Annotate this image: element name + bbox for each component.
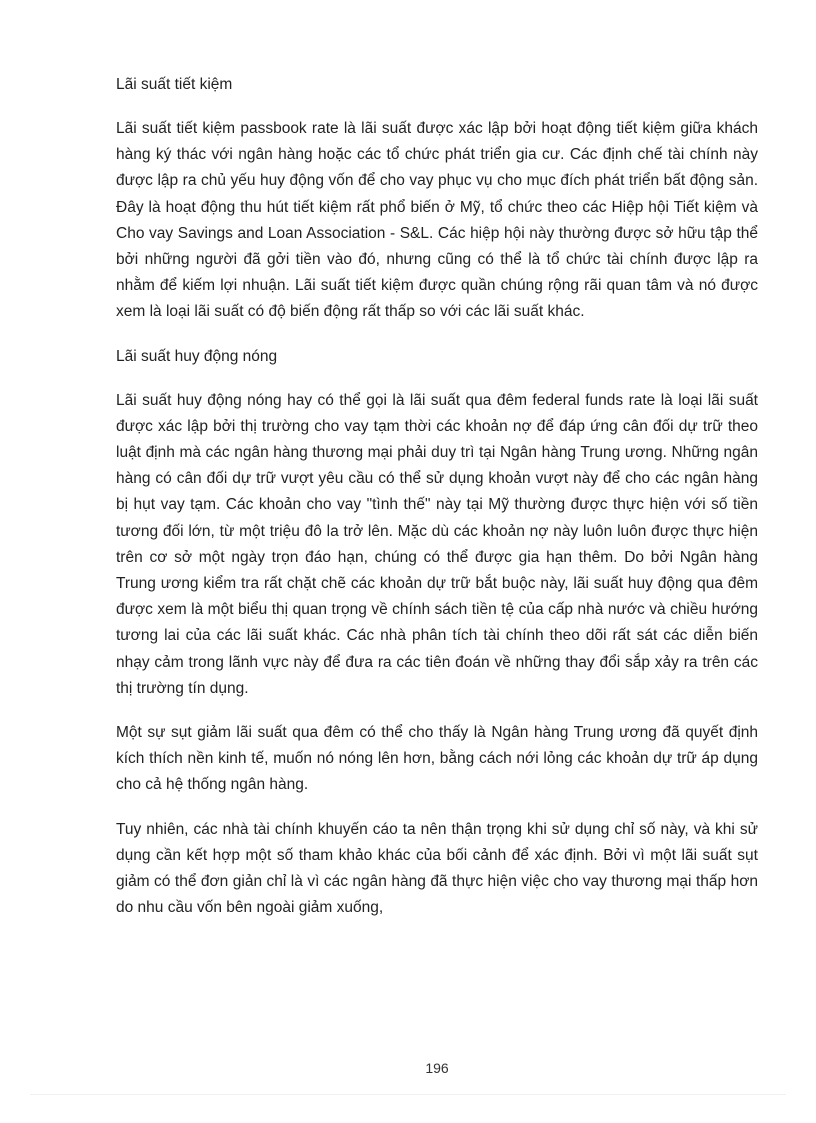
page-number: 196 [425, 1060, 449, 1076]
paragraph-overnight-rate-caution: Tuy nhiên, các nhà tài chính khuyến cáo ta nên thận trọng khi sử dụng chỉ số này, và khi sử dụng cần kết hợp một số tham khảo khác của bối cảnh để xác định. Bởi vì một lãi suất sụt giảm có thể đơn giản chỉ là vì các ngân hàng đã thực hiện việc cho vay thương mại thấp hơn do nhu cầu vốn bên ngoài giảm xuống, [116, 820, 758, 917]
paragraph-overnight-rate-decline: Một sự sụt giảm lãi suất qua đêm có thể cho thấy là Ngân hàng Trung ương đã quyết định kích thích nền kinh tế, muốn nó nóng lên hơn, bằng cách nới lỏng các khoản dự trữ áp dụng cho cả hệ thống ngân hàng. [116, 724, 758, 794]
section-heading-overnight-rate: Lãi suất huy động nóng [116, 347, 278, 365]
footer-divider [30, 1094, 786, 1095]
document-page [116, 72, 758, 921]
paragraph-overnight-rate-definition: Lãi suất huy động nóng hay có thể gọi là lãi suất qua đêm federal funds rate là loại lãi suất được xác lập bởi thị trường cho vay tạm thời các khoản nợ để đáp ứng cân đối dự trữ theo luật định mà các ngân hàng thương mại phải duy trì tại Ngân hàng Trung ương. Những ngân hàng có cân đối dự trữ vượt yêu cầu có thể sử dụng khoản vượt này để cho các ngân hàng bị hụt vay tạm. Các khoản cho vay "tình thế" này tại Mỹ thường được thực hiện với số tiền tương đối lớn, từ một triệu đô la trở lên. Mặc dù các khoản nợ này luôn luôn được thực hiện trên cơ sở một ngày trọn đáo hạn, chúng có thể được gia hạn thêm. Do bởi Ngân hàng Trung ương kiểm tra rất chặt chẽ các khoản dự trữ bắt buộc này, lãi suất huy động qua đêm được xem là một biểu thị quan trọng về chính sách tiền tệ của cấp nhà nước và chiều hướng tương lai của các lãi suất khác. Các nhà phân tích tài chính theo dõi rất sát các diễn biến nhạy cảm trong lãnh vực này để đưa ra các tiên đoán về những thay đổi sắp xảy ra trên các thị trường tín dụng. [116, 391, 758, 697]
section-heading-savings-rate: Lãi suất tiết kiệm [116, 76, 233, 93]
paragraph-savings-rate: Lãi suất tiết kiệm passbook rate là lãi suất được xác lập bởi hoạt động tiết kiệm giữa khách hàng ký thác với ngân hàng hoặc các tổ chức phát triển gia cư. Các định chế tài chính này được lập ra chủ yếu huy động vốn để cho vay phục vụ cho mục đích phát triển bất động sản. Đây là hoạt động thu hút tiết kiệm rất phổ biến ở Mỹ, tổ chức theo các Hiệp hội Tiết kiệm và Cho vay Savings and Loan Association - S&L. Các hiệp hội này thường được sở hữu tập thể bởi những người đã gởi tiền vào đó, nhưng cũng có thể là tổ chức tài chính được lập ra nhằm để kiếm lợi nhuận. Lãi suất tiết kiệm được quần chúng rộng rãi quan tâm và nó được xem là loại lãi suất có độ biến động rất thấp so với các lãi suất khác. [116, 120, 758, 321]
